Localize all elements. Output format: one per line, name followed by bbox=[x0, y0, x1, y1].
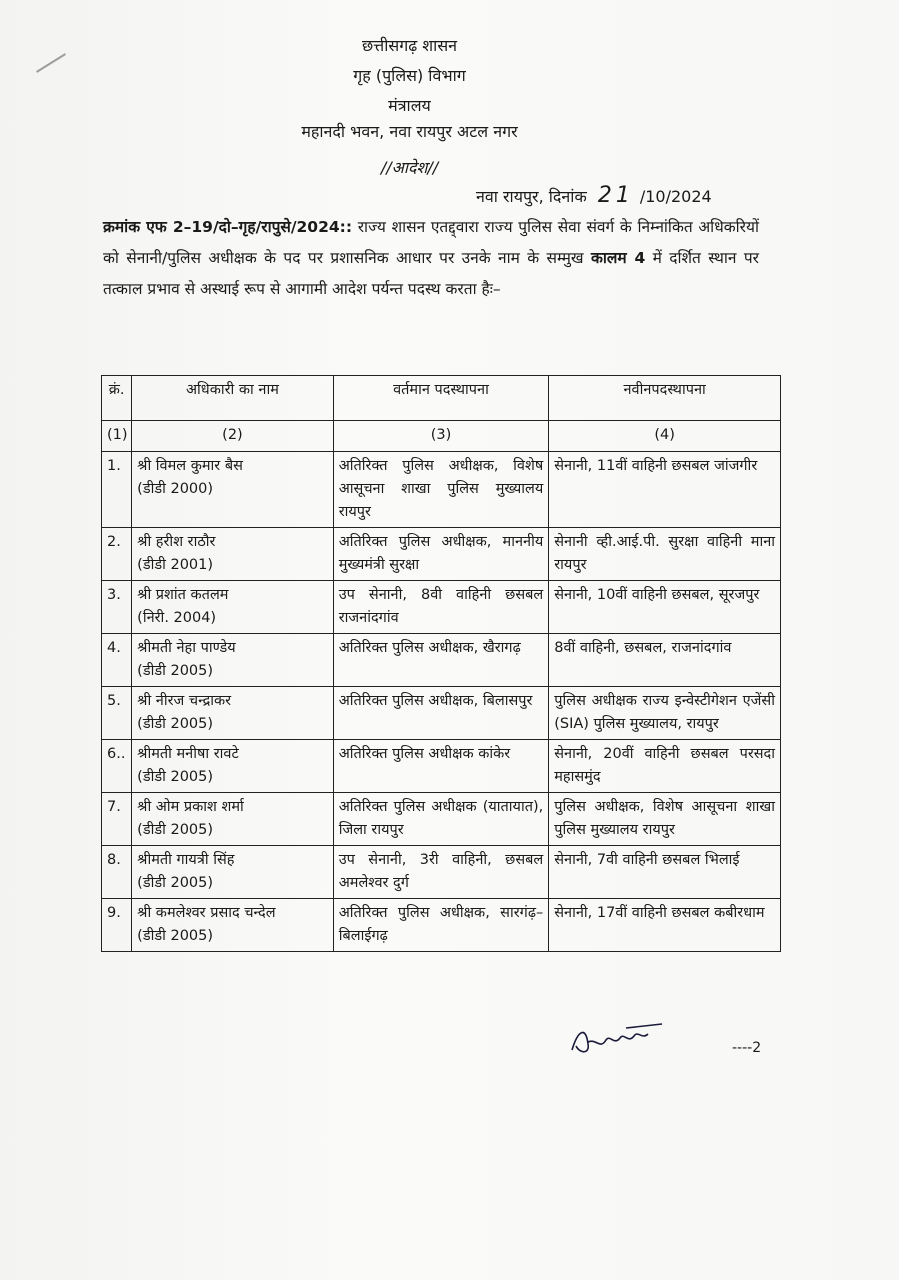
column-number-row bbox=[102, 421, 781, 452]
officer-cell bbox=[132, 846, 334, 899]
officer-batch: (डीडी 2005) bbox=[137, 663, 214, 679]
posting-table bbox=[101, 375, 781, 952]
serial-number: 6.. bbox=[102, 740, 132, 793]
serial-number: 4. bbox=[102, 634, 132, 687]
signature bbox=[566, 1020, 676, 1060]
new-posting: पुलिस अधीक्षक, विशेष आसूचना शाखा पुलिस मुख्यालय रायपुर bbox=[549, 793, 781, 846]
current-posting: अतिरिक्त पुलिस अधीक्षक कांकेर bbox=[333, 740, 549, 793]
table-row bbox=[102, 452, 781, 528]
header-serial: क्रं. bbox=[102, 376, 132, 421]
officer-batch: (निरी. 2004) bbox=[137, 610, 217, 626]
new-posting: सेनानी, 7वी वाहिनी छसबल भिलाई bbox=[549, 846, 781, 899]
serial-number: 3. bbox=[102, 581, 132, 634]
officer-name: श्रीमती मनीषा रावटे bbox=[137, 746, 239, 762]
officer-name: श्री हरीश राठौर bbox=[137, 534, 216, 550]
new-posting: सेनानी, 17वीं वाहिनी छसबल कबीरधाम bbox=[549, 899, 781, 952]
officer-batch: (डीडी 2001) bbox=[137, 557, 214, 573]
header-current-posting: वर्तमान पदस्थापना bbox=[333, 376, 549, 421]
officer-cell bbox=[132, 793, 334, 846]
officer-name: श्री विमल कुमार बैस bbox=[137, 458, 243, 474]
officer-batch: (डीडी 2005) bbox=[137, 769, 214, 785]
table-row bbox=[102, 846, 781, 899]
officer-name: श्रीमती नेहा पाण्डेय bbox=[137, 640, 236, 656]
officer-name: श्री ओम प्रकाश शर्मा bbox=[137, 799, 244, 815]
order-text-2: में दर्शित स्थान पर तत्काल प्रभाव से अस्थाई रूप से आगामी आदेश पर्यन्त पदस्थ करता हैः– bbox=[103, 249, 760, 298]
table-row bbox=[102, 634, 781, 687]
officer-name: श्री नीरज चन्द्राकर bbox=[137, 693, 232, 709]
new-posting: सेनानी, 10वीं वाहिनी छसबल, सूरजपुर bbox=[549, 581, 781, 634]
current-posting: अतिरिक्त पुलिस अधीक्षक, विशेष आसूचना शाखा पुलिस मुख्यालय रायपुर bbox=[333, 452, 549, 528]
table-row bbox=[102, 899, 781, 952]
department-name: गृह (पुलिस) विभाग bbox=[353, 66, 466, 85]
serial-number: 8. bbox=[102, 846, 132, 899]
current-posting: अतिरिक्त पुलिस अधीक्षक, सारगंढ़–बिलाईगढ़ bbox=[333, 899, 549, 952]
table-header-row bbox=[102, 376, 781, 421]
govt-name: छत्तीसगढ़ शासन bbox=[361, 36, 458, 55]
officer-name: श्री प्रशांत कतलम bbox=[137, 587, 229, 603]
officer-batch: (डीडी 2005) bbox=[137, 716, 214, 732]
table-row bbox=[102, 793, 781, 846]
col-number-3: (3) bbox=[333, 421, 549, 452]
col-number-4: (4) bbox=[549, 421, 781, 452]
col-number-1: (1) bbox=[102, 421, 132, 452]
serial-number: 5. bbox=[102, 687, 132, 740]
order-paragraph bbox=[103, 212, 759, 305]
column-reference: कालम 4 bbox=[590, 249, 646, 267]
ministry-label: मंत्रालय bbox=[388, 96, 431, 115]
new-posting: सेनानी, 11वीं वाहिनी छसबल जांजगीर bbox=[549, 452, 781, 528]
current-posting: अतिरिक्त पुलिस अधीक्षक, खैरागढ़ bbox=[333, 634, 549, 687]
officer-batch: (डीडी 2005) bbox=[137, 875, 214, 891]
date-day: 21 bbox=[597, 183, 634, 208]
serial-number: 9. bbox=[102, 899, 132, 952]
address-line: महानदी भवन, नवा रायपुर अटल नगर bbox=[301, 122, 518, 141]
officer-cell bbox=[132, 528, 334, 581]
table-row bbox=[102, 581, 781, 634]
new-posting: सेनानी व्ही.आई.पी. सुरक्षा वाहिनी माना रायपुर bbox=[549, 528, 781, 581]
officer-cell bbox=[132, 899, 334, 952]
date-rest: /10/2024 bbox=[639, 187, 712, 206]
new-posting: पुलिस अधीक्षक राज्य इन्वेस्टीगेशन एजेंसी (SIA) पुलिस मुख्यालय, रायपुर bbox=[549, 687, 781, 740]
officer-batch: (डीडी 2000) bbox=[137, 481, 214, 497]
current-posting: उप सेनानी, 8वी वाहिनी छसबल राजनांदगांव bbox=[333, 581, 549, 634]
new-posting: 8वीं वाहिनी, छसबल, राजनांदगांव bbox=[549, 634, 781, 687]
header-officer-name: अधिकारी का नाम bbox=[132, 376, 334, 421]
officer-cell bbox=[132, 687, 334, 740]
page-continuation-marker: ----2 bbox=[732, 1040, 762, 1056]
serial-number: 1. bbox=[102, 452, 132, 528]
serial-number: 2. bbox=[102, 528, 132, 581]
header-new-posting: नवीनपदस्थापना bbox=[549, 376, 781, 421]
new-posting: सेनानी, 20वीं वाहिनी छसबल परसदा महासमुंद bbox=[549, 740, 781, 793]
date-prefix: नवा रायपुर, दिनांक bbox=[476, 187, 587, 206]
serial-number: 7. bbox=[102, 793, 132, 846]
current-posting: उप सेनानी, 3री वाहिनी, छसबल अमलेश्वर दुर्ग bbox=[333, 846, 549, 899]
table-row bbox=[102, 740, 781, 793]
current-posting: अतिरिक्त पुलिस अधीक्षक (यातायात), जिला रायपुर bbox=[333, 793, 549, 846]
officer-batch: (डीडी 2005) bbox=[137, 928, 214, 944]
officer-cell bbox=[132, 581, 334, 634]
table-row bbox=[102, 528, 781, 581]
order-reference: क्रमांक एफ 2–19/दो–गृह/रापुसे/2024:: bbox=[103, 218, 353, 236]
order-text-1: राज्य शासन एतद्द्वारा राज्य पुलिस सेवा संवर्ग के निम्नांकित अधिकरियों को सेनानी/पुलिस अधीक्षक के पद पर प्रशासनिक आधार पर उनके नाम के सम्मुख bbox=[103, 218, 759, 267]
date-line bbox=[476, 183, 712, 208]
current-posting: अतिरिक्त पुलिस अधीक्षक, माननीय मुख्यमंत्री सुरक्षा bbox=[333, 528, 549, 581]
officer-batch: (डीडी 2005) bbox=[137, 822, 214, 838]
current-posting: अतिरिक्त पुलिस अधीक्षक, बिलासपुर bbox=[333, 687, 549, 740]
officer-name: श्री कमलेश्वर प्रसाद चन्देल bbox=[137, 905, 276, 921]
order-title: //आदेश// bbox=[380, 158, 439, 177]
officer-cell bbox=[132, 634, 334, 687]
officer-name: श्रीमती गायत्री सिंह bbox=[137, 852, 235, 868]
officer-cell bbox=[132, 452, 334, 528]
col-number-2: (2) bbox=[132, 421, 334, 452]
officer-cell bbox=[132, 740, 334, 793]
table-row bbox=[102, 687, 781, 740]
